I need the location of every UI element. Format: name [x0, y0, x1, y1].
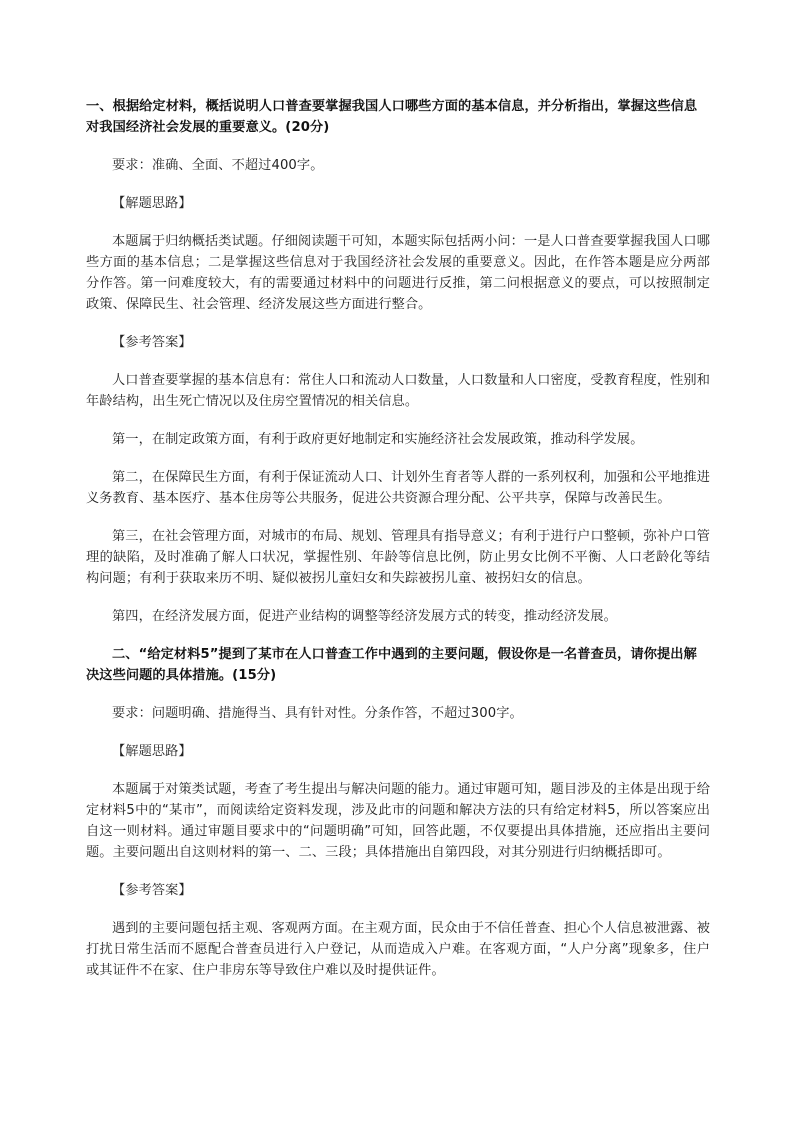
- question-2-thinking-label: 【解题思路】: [112, 744, 192, 759]
- question-2-thinking: 本题属于对策类试题，考查了考生提出与解决问题的能力。通过审题可知，题目涉及的主体是出现于给定材料5中的“某市”，而阅读给定资料发现，涉及此市的问题和解决方法的只有给定材料5，所以答案应出自这一则材料。通过审题目要求中的“问题明确”可知，回答此题，不仅要提出具体措施，还应指出主要问题。主要问题出自这则材料的第一、二、三段；具体措施出自第四段，对其分别进行归纳概括即可。: [86, 782, 710, 860]
- question-1-answer-paragraph: 第三，在社会管理方面，对城市的布局、规划、管理具有指导意义；有利于进行户口整顿，弥补户口管理的缺陷，及时准确了解人口状况，掌握性别、年龄等信息比例，防止男女比例不平衡、人口老龄化等结构问题；有利于获取来历不明、疑似被拐儿童妇女和失踪被拐儿童、被拐妇女的信息。: [86, 529, 710, 586]
- question-2-title: 二、“给定材料5”提到了某市在人口普查工作中遇到的主要问题，假设你是一名普查员，请你提出解决这些问题的具体措施。(15分): [86, 647, 697, 683]
- document-page: [86, 96, 710, 998]
- question-1-answer-paragraph: 人口普查要掌握的基本信息有：常住人口和流动人口数量，人口数量和人口密度，受教育程度，性别和年龄结构，出生死亡情况以及住房空置情况的相关信息。: [86, 373, 710, 409]
- question-1-answer-paragraph: 第二，在保障民生方面，有利于保证流动人口、计划外生育者等人群的一系列权利，加强和公平地推进义务教育、基本医疗、基本住房等公共服务，促进公共资源合理分配、公平共享，保障与改善民生。: [86, 470, 710, 506]
- question-1-answer-paragraph: 第一，在制定政策方面，有利于政府更好地制定和实施经济社会发展政策，推动科学发展。: [112, 432, 644, 447]
- question-2-answer: 遇到的主要问题包括主观、客观两方面。在主观方面，民众由于不信任普查、担心个人信息被泄露、被打扰日常生活而不愿配合普查员进行入户登记，从而造成入户难。在客观方面，“人户分离”现象多，住户或其证件不在家、住户非房东等导致住户难以及时提供证件。: [86, 921, 710, 978]
- question-1-answer-paragraph: 第四，在经济发展方面，促进产业结构的调整等经济发展方式的转变，推动经济发展。: [112, 609, 617, 624]
- question-1-thinking-label: 【解题思路】: [112, 196, 192, 211]
- question-2-answer-label: 【参考答案】: [112, 883, 192, 898]
- question-1-requirement: 要求：准确、全面、不超过400字。: [112, 158, 324, 173]
- question-2-requirement: 要求：问题明确、措施得当、具有针对性。分条作答，不超过300字。: [112, 706, 523, 721]
- question-1-answer-label: 【参考答案】: [112, 335, 192, 350]
- question-1-title: 一、根据给定材料，概括说明人口普查要掌握我国人口哪些方面的基本信息，并分析指出，掌握这些信息对我国经济社会发展的重要意义。(20分): [86, 99, 698, 135]
- question-1-thinking: 本题属于归纳概括类试题。仔细阅读题干可知，本题实际包括两小问：一是人口普查要掌握我国人口哪些方面的基本信息；二是掌握这些信息对于我国经济社会发展的重要意义。因此，在作答本题是应分两部分作答。第一问难度较大，有的需要通过材料中的问题进行反推，第二问根据意义的要点，可以按照制定政策、保障民生、社会管理、经济发展这些方面进行整合。: [86, 234, 710, 312]
